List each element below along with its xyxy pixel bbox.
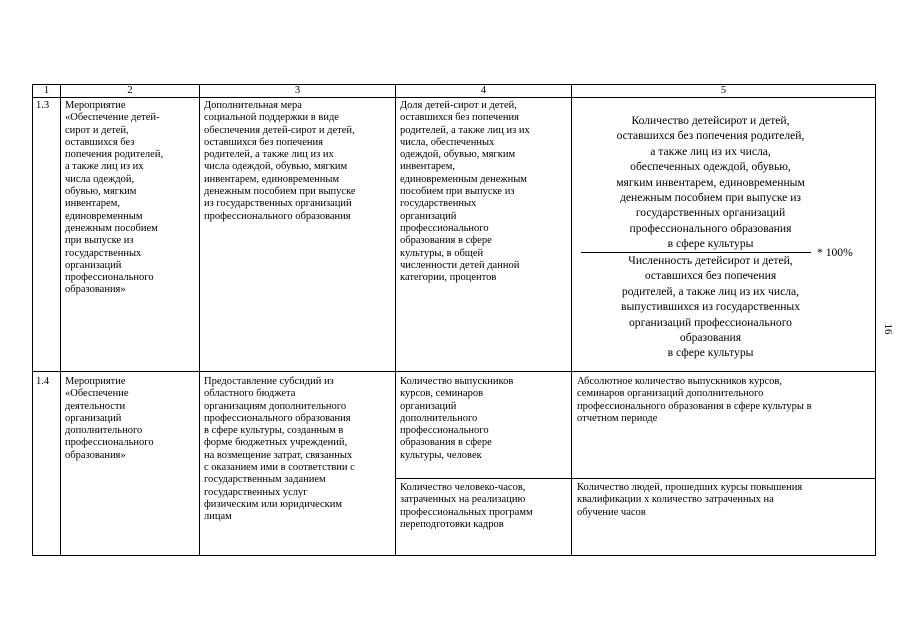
header-col-5: 5 [720,85,727,96]
table-bottom-border [32,555,876,556]
column-divider-2 [199,84,200,556]
measure-text: Мероприятие «Обеспечение деятельности организаций дополнительного профессионального образования» [65,376,154,461]
table-left-border [32,84,33,556]
page-number: 16 [882,323,894,335]
table-right-border [875,84,876,556]
header-col-4: 4 [480,85,487,96]
column-divider-1 [60,84,61,556]
indicator-text: Количество человеко-часов, затраченных на реализацию профессиональных программ переподготовки кадров [400,482,533,530]
column-divider-3 [395,84,396,556]
header-bottom-border [32,97,876,98]
header-col-1: 1 [43,85,50,96]
formula-text: Количество людей, прошедших курсы повышения квалификации х количество затраченных на обучение часов [577,482,803,518]
header-col-2: 2 [127,85,133,96]
measure-text: Мероприятие «Обеспечение детей- сирот и детей, оставшихся без попечения родителей, а также лиц из их числа одеждой, обувью, мягким инвентарем, единовременным денежным пособием при выпуске из государственных организаций профессионального образования» [65,100,164,296]
indicator-text: Доля детей-сирот и детей, оставшихся без попечения родителей, а также лиц из их числа, обеспеченных одеждой, обувью, мягким инвентарем, единовременным денежным пособием при выпуске из государственных организаций профессионального образования в сфере культуры, в общей численности детей данной категории, процентов [400,100,530,284]
formula-text: Абсолютное количество выпускников курсов, семинаров организаций дополнительного профессионального образования в сфере культуры в отчетном периоде [577,376,812,424]
formula-numerator: Количество детейсирот и детей, оставшихся без попечения родителей, а также лиц из их числа, обеспеченных одеждой, обувью, мягким инвентарем, единовременным денежным пособием при выпуске из государственных организаций профессионального образования в сфере культуры [616,114,805,251]
row-number: 1.3 [36,100,50,111]
subrow-separator [395,478,876,479]
description-text: Предоставление субсидий из областного бюджета организациям дополнительного профессионального образования в сфере культуры, созданным в форме бюджетных учреждений, на возмещение затрат, связанных с оказанием ими в соответствии с государственным заданием государственных услуг физическим или юридическим лицам [204,376,355,523]
row-separator [32,371,876,372]
indicator-text: Количество выпускников курсов, семинаров организаций дополнительного профессионального образования в сфере культуры, человек [400,376,514,461]
description-text: Дополнительная мера социальной поддержки в виде обеспечения детей-сирот и детей, оставшихся без попечения родителей, а также лиц из их числа одеждой, обувью, мягким инвентарем, единовременным денежным пособием при выпуске из государственных организаций профессионального образования [204,100,356,222]
header-col-3: 3 [294,85,301,96]
row-number: 1.4 [36,376,50,387]
formula-multiplier: * 100% [817,246,853,259]
formula-denominator: Численность детейсирот и детей, оставшихся без попечения родителей, а также лиц из их числа, выпустившихся из государственных организаций профессионального образования в сфере культуры [620,254,801,360]
